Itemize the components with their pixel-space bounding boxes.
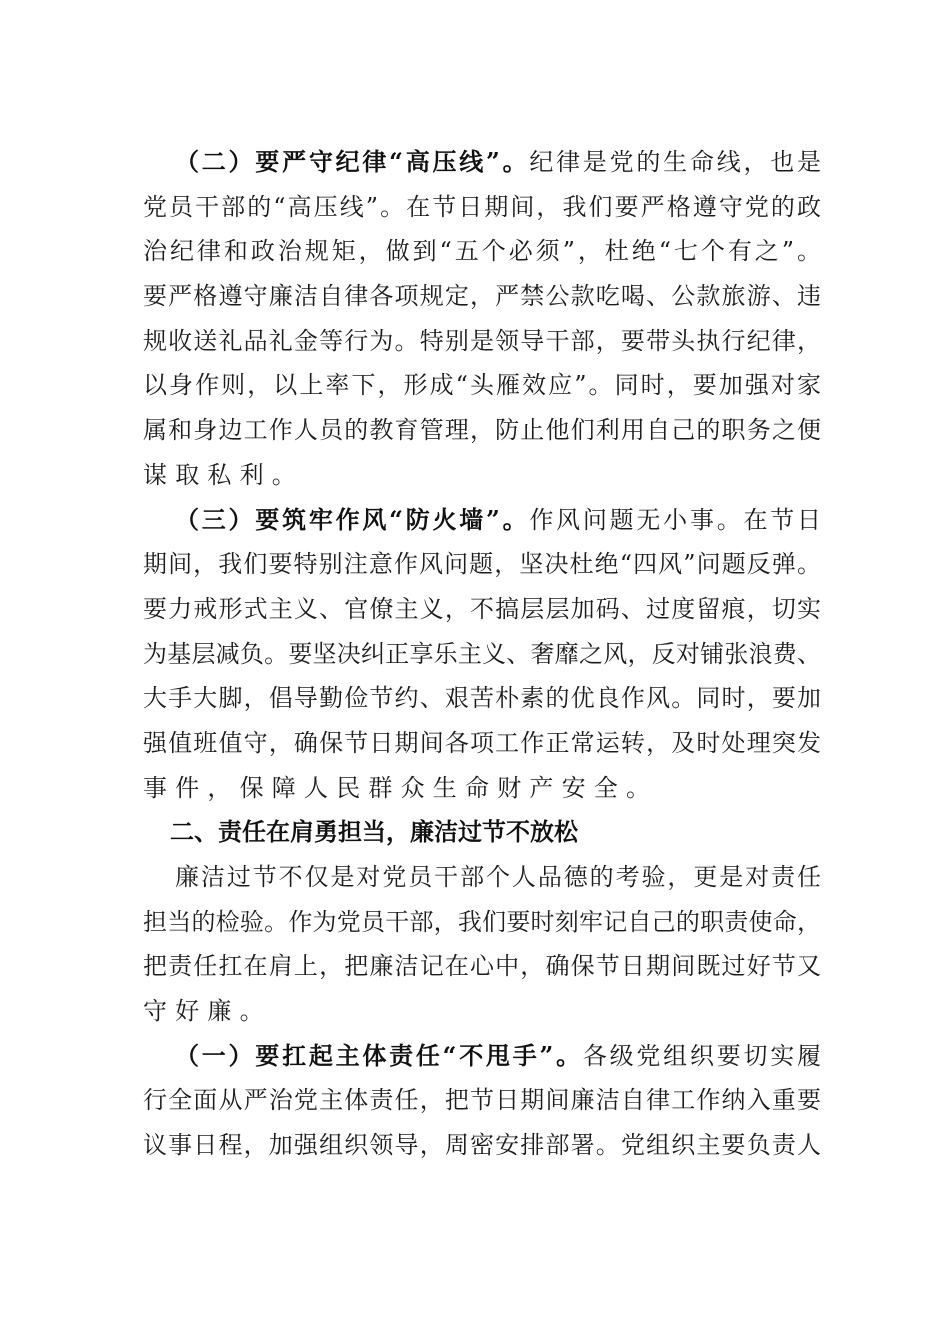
document-body bbox=[143, 140, 821, 1168]
text-line: 规收送礼品礼金等行为。特别是领导干部，要带头执行纪律， bbox=[143, 326, 821, 355]
section-heading: 二、责任在肩勇担当，廉洁过节不放松 bbox=[170, 818, 578, 847]
text-line: 担当的检验。作为党员干部，我们要时刻牢记自己的职责使命， bbox=[143, 907, 821, 936]
paragraph-main-responsibility bbox=[143, 1034, 821, 1168]
text-line: 党员干部的“高压线”。在节日期间，我们要严格遵守党的政 bbox=[143, 192, 821, 221]
line-text: 各级党组织要切实履 bbox=[582, 1041, 822, 1070]
text-line: 治纪律和政治规矩，做到“五个必须”，杜绝“七个有之”。 bbox=[143, 237, 821, 266]
subsection-heading: （三）要筑牢作风“防火墙”。 bbox=[175, 504, 530, 534]
subsection-heading: （一）要扛起主体责任“不甩手”。 bbox=[175, 1040, 583, 1070]
text-line bbox=[143, 140, 821, 185]
text-line: 把责任扛在肩上，把廉洁记在心中，确保节日期间既过好节又 bbox=[143, 952, 821, 981]
text-line: 要严格遵守廉洁自律各项规定，严禁公款吃喝、公款旅游、违 bbox=[143, 282, 821, 311]
text-line: 守好廉。 bbox=[143, 997, 272, 1026]
text-line: 廉洁过节不仅是对党员干部个人品德的考验，更是对责任 bbox=[175, 863, 821, 891]
text-line bbox=[143, 1034, 821, 1079]
text-line: 以身作则，以上率下，形成“头雁效应”。同时，要加强对家 bbox=[143, 371, 821, 400]
text-line: 强值班值守，确保节日期间各项工作正常运转，及时处理突发 bbox=[143, 728, 821, 757]
paragraph-responsibility-intro bbox=[143, 855, 821, 1034]
text-line: 议事日程，加强组织领导，周密安排部署。党组织主要负责人 bbox=[143, 1131, 821, 1160]
line-text: 作风问题无小事。在节日 bbox=[529, 505, 822, 534]
subsection-heading: （二）要严守纪律“高压线”。 bbox=[175, 147, 530, 176]
text-line: 谋取私利。 bbox=[143, 460, 304, 489]
text-line: 期间，我们要特别注意作风问题，坚决杜绝“四风”问题反弹。 bbox=[143, 550, 821, 579]
paragraph-discipline bbox=[143, 140, 821, 498]
text-line: 为基层减负。要坚决纠正享乐主义、奢靡之风，反对铺张浪费、 bbox=[143, 639, 821, 668]
text-line bbox=[143, 498, 821, 543]
paragraph-work-style bbox=[143, 498, 821, 811]
text-line: 要力戒形式主义、官僚主义，不搞层层加码、过度留痕，切实 bbox=[143, 594, 821, 623]
text-line: 大手大脚，倡导勤俭节约、艰苦朴素的优良作风。同时，要加 bbox=[143, 684, 821, 713]
line-text: 纪律是党的生命线，也是 bbox=[529, 148, 822, 176]
text-line: 属和身边工作人员的教育管理，防止他们利用自己的职务之便 bbox=[143, 416, 821, 445]
text-line: 事件，保障人民群众生命财产安全。 bbox=[143, 773, 659, 802]
text-line: 行全面从严治党主体责任，把节日期间廉洁自律工作纳入重要 bbox=[143, 1086, 821, 1115]
